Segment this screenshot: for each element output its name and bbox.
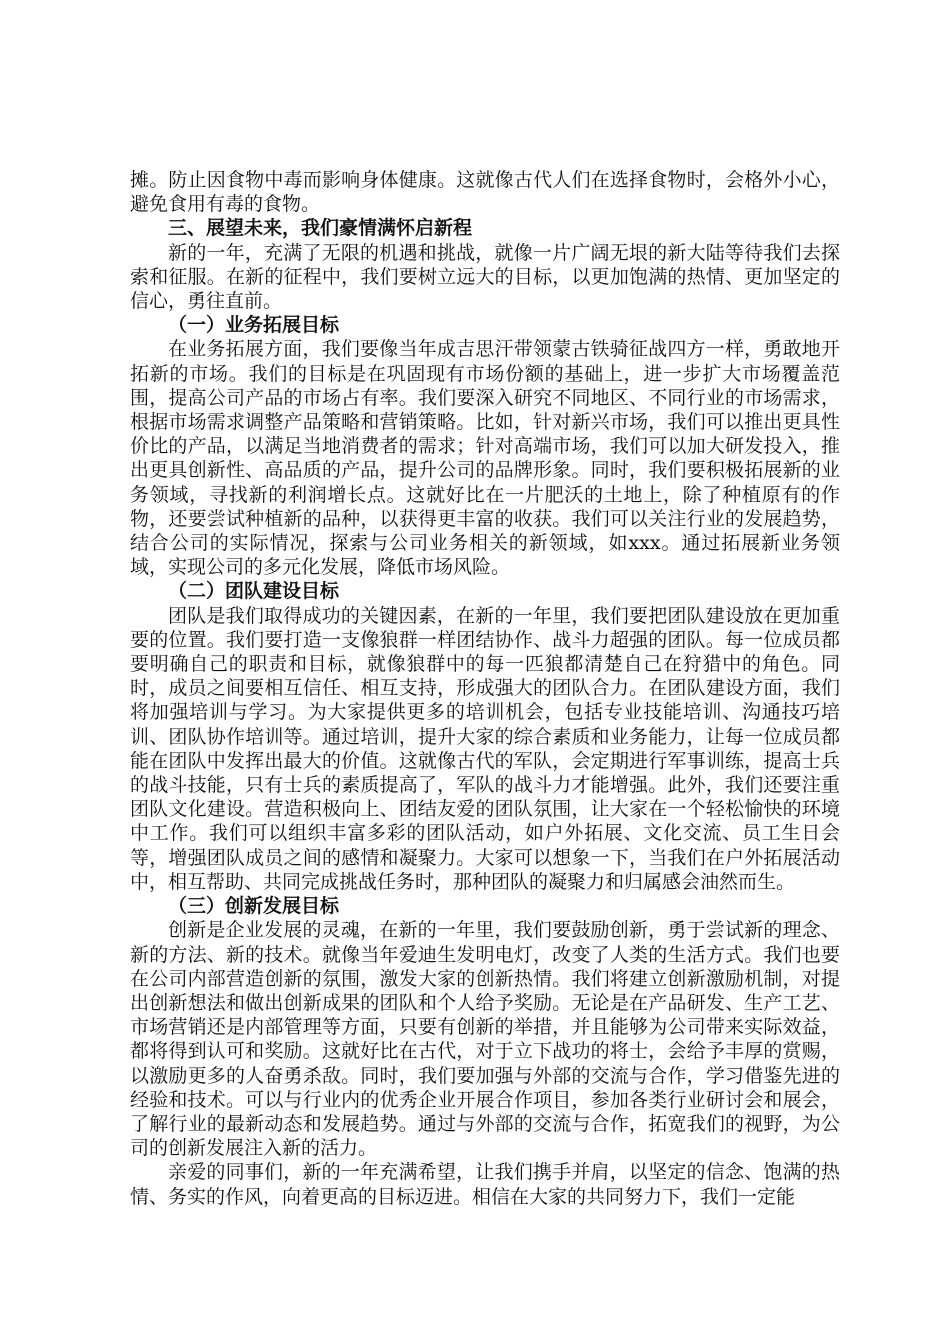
paragraph-team-goal: 团队是我们取得成功的关键因素，在新的一年里，我们要把团队建设放在更加重要的位置。我们要打造一支像狼群一样团结协作、战斗力超强的团队。每一位成员都要明确自己的职责和目标，就像狼群中的每一匹狼都清楚自己在狩猎中的角色。同时，成员之间要相互信任、相互支持，形成强大的团队合力。在团队建设方面，我们将加强培训与学习。为大家提供更多的培训机会，包括专业技能培训、沟通技巧培训、团队协作培训等。通过培训，提升大家的综合素质和业务能力，让每一位成员都能在团队中发挥出最大的价值。这就像古代的军队，会定期进行军事训练，提高士兵的战斗技能，只有士兵的素质提高了，军队的战斗力才能增强。此外，我们还要注重团队文化建设。营造积极向上、团结友爱的团队氛围，让大家在一个轻松愉快的环境中工作。我们可以组织丰富多彩的团队活动，如户外拓展、文化交流、员工生日会等，增强团队成员之间的感情和凝聚力。大家可以想象一下，当我们在户外拓展活动中，相互帮助、共同完成挑战任务时，那种团队的凝聚力和归属感会油然而生。 (130, 604, 840, 893)
subheading-innovation-goal: （三）创新发展目标 (168, 895, 340, 918)
paragraph-continuation: 摊。防止因食物中毒而影响身体健康。这就像古代人们在选择食物时，会格外小心，避免食用有毒的食物。 (130, 169, 840, 216)
paragraph-new-year: 新的一年，充满了无限的机遇和挑战，就像一片广阔无垠的新大陆等待我们去探索和征服。在新的征程中，我们要树立远大的目标，以更加饱满的热情、更加坚定的信心，勇往直前。 (130, 241, 840, 313)
paragraph-business-goal: 在业务拓展方面，我们要像当年成吉思汗带领蒙古铁骑征战四方一样，勇敢地开拓新的市场。我们的目标是在巩固现有市场份额的基础上，进一步扩大市场覆盖范围，提高公司产品的市场占有率。我们要深入研究不同地区、不同行业的市场需求，根据市场需求调整产品策略和营销策略。比如，针对新兴市场，我们可以推出更具性价比的产品，以满足当地消费者的需求；针对高端市场，我们可以加大研发投入，推出更具创新性、高品质的产品，提升公司的品牌形象。同时，我们要积极拓展新的业务领域，寻找新的利润增长点。这就好比在一片肥沃的土地上，除了种植原有的作物，还要尝试种植新的品种，以获得更丰富的收获。我们可以关注行业的发展趋势，结合公司的实际情况，探索与公司业务相关的新领域，如xxx。通过拓展新业务领域，实现公司的多元化发展，降低市场风险。 (130, 338, 840, 579)
document-page (130, 168, 840, 1209)
section-heading-outlook: 三、展望未来，我们豪情满怀启新程 (168, 217, 473, 240)
subheading-team-goal: （二）团队建设目标 (168, 580, 340, 603)
subheading-business-goal: （一）业务拓展目标 (168, 314, 340, 337)
paragraph-innovation-goal: 创新是企业发展的灵魂，在新的一年里，我们要鼓励创新，勇于尝试新的理念、新的方法、新的技术。就像当年爱迪生发明电灯，改变了人类的生活方式。我们也要在公司内部营造创新的氛围，激发大家的创新热情。我们将建立创新激励机制，对提出创新想法和做出创新成果的团队和个人给予奖励。无论是在产品研发、生产工艺、市场营销还是内部管理等方面，只要有创新的举措，并且能够为公司带来实际效益，都将得到认可和奖励。这就好比在古代，对于立下战功的将士，会给予丰厚的赏赐，以激励更多的人奋勇杀敌。同时，我们要加强与外部的交流与合作，学习借鉴先进的经验和技术。可以与行业内的优秀企业开展合作项目，参加各类行业研讨会和展会，了解行业的最新动态和发展趋势。通过与外部的交流与合作，拓宽我们的视野，为公司的创新发展注入新的活力。 (130, 919, 840, 1160)
paragraph-closing: 亲爱的同事们，新的一年充满希望，让我们携手并肩，以坚定的信念、饱满的热情、务实的作风，向着更高的目标迈进。相信在大家的共同努力下，我们一定能 (130, 1161, 840, 1208)
